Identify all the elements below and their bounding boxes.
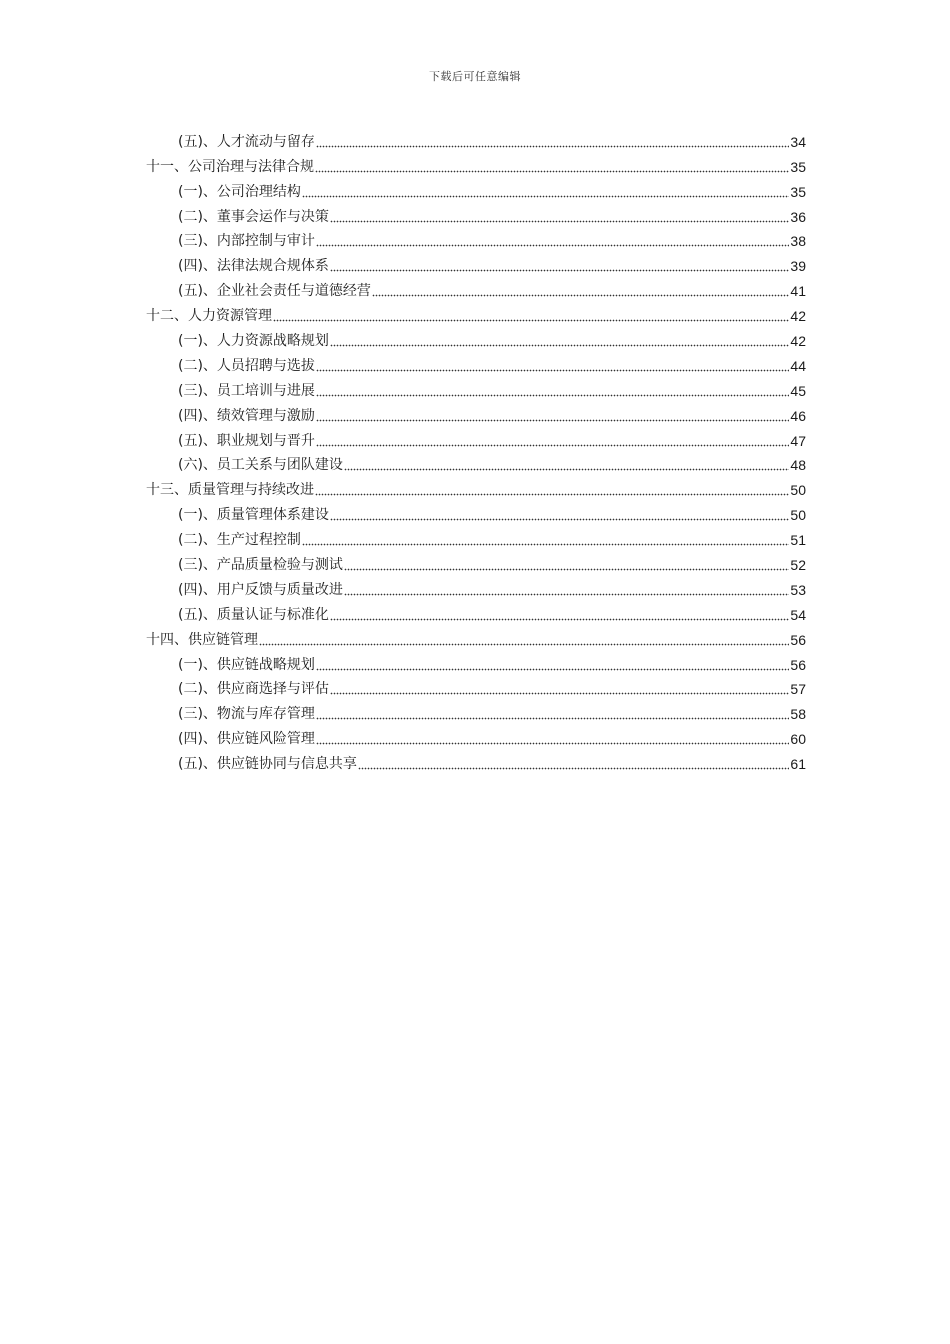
toc-page-number: 58 (790, 706, 806, 723)
toc-section-entry[interactable] (146, 524, 806, 549)
toc-section-entry[interactable] (146, 375, 806, 400)
toc-section-entry[interactable] (146, 176, 806, 201)
toc-chapter-entry[interactable] (146, 151, 806, 176)
toc-dot-leader (316, 358, 789, 372)
toc-entry-label: (一)、质量管理体系建设 (178, 507, 329, 524)
toc-page-number: 39 (790, 258, 806, 275)
toc-section-entry[interactable] (146, 350, 806, 375)
toc-page-number: 38 (790, 233, 806, 250)
toc-section-entry[interactable] (146, 126, 806, 151)
toc-page-number: 50 (790, 482, 806, 499)
toc-dot-leader (316, 731, 789, 745)
toc-entry-label: (五)、供应链协同与信息共享 (178, 756, 357, 773)
toc-entry-label: (五)、企业社会责任与道德经营 (178, 283, 371, 300)
toc-dot-leader (330, 209, 789, 223)
toc-dot-leader (315, 482, 789, 496)
toc-section-entry[interactable] (146, 674, 806, 699)
toc-dot-leader (344, 582, 789, 596)
toc-chapter-entry[interactable] (146, 474, 806, 499)
toc-entry-label: (二)、人员招聘与选拔 (178, 357, 315, 374)
toc-entry-label: 十四、供应链管理 (146, 631, 258, 648)
toc-page-number: 53 (790, 581, 806, 598)
toc-entry-label: (二)、董事会运作与决策 (178, 208, 329, 225)
toc-chapter-entry[interactable] (146, 300, 806, 325)
toc-page-number: 34 (790, 133, 806, 150)
toc-dot-leader (372, 283, 789, 297)
table-of-contents (146, 126, 806, 773)
toc-page-number: 60 (790, 731, 806, 748)
toc-page-number: 57 (790, 681, 806, 698)
toc-section-entry[interactable] (146, 250, 806, 275)
toc-page-number: 44 (790, 357, 806, 374)
toc-page-number: 47 (790, 432, 806, 449)
toc-dot-leader (259, 632, 789, 646)
toc-entry-label: (一)、公司治理结构 (178, 183, 301, 200)
toc-page-number: 42 (790, 333, 806, 350)
toc-page-number: 56 (790, 631, 806, 648)
toc-dot-leader (330, 507, 789, 521)
toc-entry-label: (二)、供应商选择与评估 (178, 681, 329, 698)
toc-dot-leader (330, 333, 789, 347)
toc-section-entry[interactable] (146, 425, 806, 450)
toc-section-entry[interactable] (146, 450, 806, 475)
toc-entry-label: (四)、绩效管理与激励 (178, 407, 315, 424)
toc-dot-leader (316, 657, 789, 671)
toc-section-entry[interactable] (146, 201, 806, 226)
toc-dot-leader (358, 756, 789, 770)
toc-entry-label: (三)、员工培训与进展 (178, 382, 315, 399)
toc-page-number: 51 (790, 532, 806, 549)
toc-page-number: 45 (790, 382, 806, 399)
toc-page-number: 52 (790, 557, 806, 574)
toc-dot-leader (302, 184, 789, 198)
toc-section-entry[interactable] (146, 698, 806, 723)
toc-dot-leader (316, 134, 789, 148)
toc-page-number: 35 (790, 158, 806, 175)
toc-entry-label: 十三、质量管理与持续改进 (146, 482, 314, 499)
toc-dot-leader (344, 457, 789, 471)
toc-entry-label: (五)、人才流动与留存 (178, 133, 315, 150)
toc-page-number: 50 (790, 507, 806, 524)
toc-entry-label: (一)、人力资源战略规划 (178, 333, 329, 350)
toc-dot-leader (316, 706, 789, 720)
toc-dot-leader (315, 159, 789, 173)
toc-entry-label: (一)、供应链战略规划 (178, 656, 315, 673)
toc-entry-label: 十二、人力资源管理 (146, 308, 272, 325)
toc-section-entry[interactable] (146, 275, 806, 300)
toc-chapter-entry[interactable] (146, 624, 806, 649)
toc-section-entry[interactable] (146, 499, 806, 524)
toc-entry-label: (六)、员工关系与团队建设 (178, 457, 343, 474)
toc-section-entry[interactable] (146, 549, 806, 574)
toc-page-number: 61 (790, 756, 806, 773)
toc-page-number: 42 (790, 308, 806, 325)
toc-entry-label: (五)、职业规划与晋升 (178, 432, 315, 449)
toc-dot-leader (273, 308, 789, 322)
toc-dot-leader (330, 258, 789, 272)
toc-entry-label: (三)、物流与库存管理 (178, 706, 315, 723)
toc-entry-label: 十一、公司治理与法律合规 (146, 158, 314, 175)
toc-dot-leader (316, 383, 789, 397)
toc-section-entry[interactable] (146, 226, 806, 251)
toc-section-entry[interactable] (146, 574, 806, 599)
toc-section-entry[interactable] (146, 649, 806, 674)
toc-dot-leader (344, 557, 789, 571)
toc-page-number: 48 (790, 457, 806, 474)
toc-entry-label: (五)、质量认证与标准化 (178, 606, 329, 623)
toc-dot-leader (330, 681, 789, 695)
toc-page-number: 36 (790, 208, 806, 225)
toc-page-number: 46 (790, 407, 806, 424)
toc-dot-leader (330, 607, 789, 621)
toc-page-number: 54 (790, 606, 806, 623)
toc-section-entry[interactable] (146, 599, 806, 624)
page-header: 下载后可任意编辑 (429, 70, 521, 83)
toc-entry-label: (三)、内部控制与审计 (178, 233, 315, 250)
toc-dot-leader (316, 408, 789, 422)
toc-section-entry[interactable] (146, 723, 806, 748)
toc-page-number: 35 (790, 183, 806, 200)
toc-page-number: 41 (790, 283, 806, 300)
toc-entry-label: (三)、产品质量检验与测试 (178, 557, 343, 574)
toc-dot-leader (302, 532, 789, 546)
toc-entry-label: (二)、生产过程控制 (178, 532, 301, 549)
toc-dot-leader (316, 433, 789, 447)
toc-entry-label: (四)、用户反馈与质量改进 (178, 581, 343, 598)
toc-section-entry[interactable] (146, 400, 806, 425)
toc-section-entry[interactable] (146, 325, 806, 350)
toc-page-number: 56 (790, 656, 806, 673)
toc-dot-leader (316, 233, 789, 247)
toc-entry-label: (四)、法律法规合规体系 (178, 258, 329, 275)
toc-entry-label: (四)、供应链风险管理 (178, 731, 315, 748)
toc-section-entry[interactable] (146, 748, 806, 773)
